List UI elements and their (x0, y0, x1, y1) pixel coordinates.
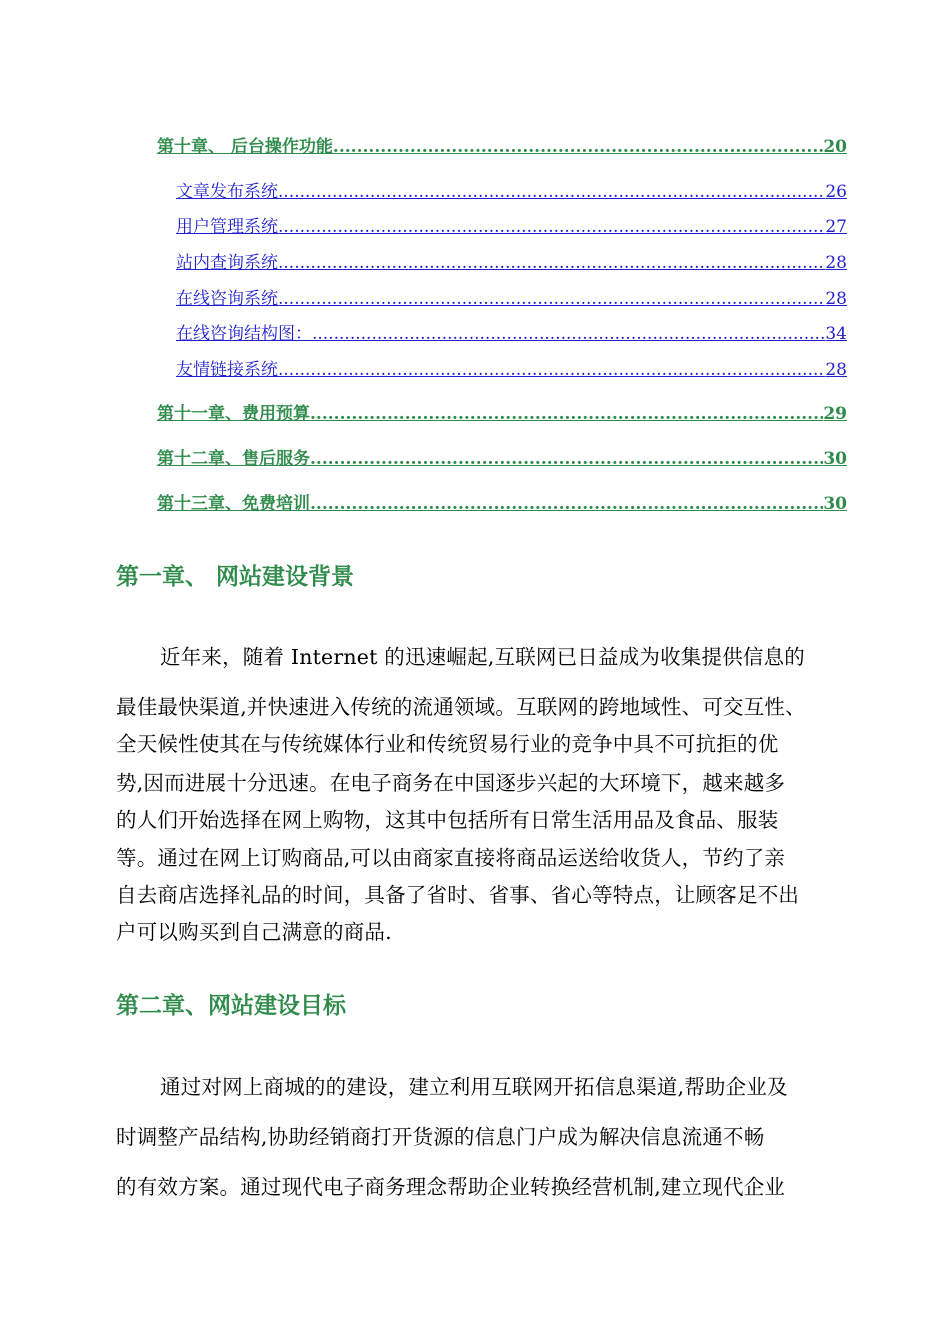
toc-page-number: 34 (825, 324, 847, 344)
toc-label: 在线咨询结构图： (176, 324, 312, 344)
toc-label: 文章发布系统 (176, 182, 278, 202)
toc-page-number: 29 (823, 404, 847, 424)
toc-leader-dots (278, 253, 825, 273)
toc-entry-section[interactable] (176, 248, 847, 273)
toc-leader-dots (278, 217, 825, 237)
toc-entry-section[interactable] (176, 355, 847, 380)
chapter-2-heading: 第二章、网站建设目标 (116, 993, 346, 1019)
chapter-1-paragraph-line: 自去商店选择礼品的时间，具备了省时、省事、省心等特点，让顾客足不出 (116, 883, 800, 907)
chapter-1-paragraph-line: 近年来，随着 Internet 的迅速崛起,互联网已日益成为收集提供信息的 (160, 645, 805, 669)
toc-label: 友情链接系统 (176, 360, 278, 380)
toc-page-number: 27 (825, 217, 847, 237)
toc-entry-chapter-11[interactable] (157, 399, 847, 424)
toc-leader-dots (333, 137, 823, 157)
toc-leader-dots (310, 494, 823, 514)
chapter-1-paragraph-line: 等。通过在网上订购商品,可以由商家直接将商品运送给收货人，节约了亲 (116, 846, 786, 870)
toc-leader-dots (278, 182, 825, 202)
toc-entry-chapter-10[interactable] (157, 132, 847, 157)
chapter-1-paragraph-line: 最佳最快渠道,并快速进入传统的流通领域。互联网的跨地域性、可交互性、 (116, 695, 806, 719)
toc-label: 站内查询系统 (176, 253, 278, 273)
toc-label: 第十章、 后台操作功能 (157, 137, 333, 157)
toc-page-number: 20 (823, 137, 847, 157)
toc-entry-section[interactable] (176, 284, 847, 309)
chapter-2-paragraph-line: 时调整产品结构,协助经销商打开货源的信息门户成为解决信息流通不畅 (116, 1125, 765, 1149)
toc-entry-section[interactable] (176, 319, 847, 344)
toc-leader-dots (278, 289, 825, 309)
toc-label: 第十一章、费用预算 (157, 404, 310, 424)
toc-label: 第十二章、售后服务 (157, 449, 310, 469)
toc-leader-dots (278, 360, 825, 380)
chapter-1-paragraph-line: 全天候性使其在与传统媒体行业和传统贸易行业的竞争中具不可抗拒的优 (116, 732, 779, 756)
toc-entry-chapter-13[interactable] (157, 489, 847, 514)
chapter-1-paragraph-line: 户可以购买到自己满意的商品. (116, 920, 392, 944)
chapter-2-paragraph-line: 通过对网上商城的的建设，建立利用互联网开拓信息渠道,帮助企业及 (160, 1075, 788, 1099)
toc-leader-dots (312, 324, 825, 344)
chapter-1-paragraph-line: 的人们开始选择在网上购物，这其中包括所有日常生活用品及食品、服装 (116, 808, 779, 832)
toc-label: 第十三章、免费培训 (157, 494, 310, 514)
chapter-1-paragraph-line: 势,因而进展十分迅速。在电子商务在中国逐步兴起的大环境下，越来越多 (116, 771, 786, 795)
chapter-2-paragraph-line: 的有效方案。通过现代电子商务理念帮助企业转换经营机制,建立现代企业 (116, 1175, 786, 1199)
chapter-1-heading: 第一章、 网站建设背景 (116, 564, 355, 590)
toc-entry-chapter-12[interactable] (157, 444, 847, 469)
toc-label: 用户管理系统 (176, 217, 278, 237)
toc-page-number: 30 (823, 449, 847, 469)
toc-page-number: 30 (823, 494, 847, 514)
toc-entry-section[interactable] (176, 212, 847, 237)
toc-leader-dots (310, 404, 823, 424)
toc-leader-dots (310, 449, 823, 469)
toc-page-number: 28 (825, 253, 847, 273)
toc-label: 在线咨询系统 (176, 289, 278, 309)
toc-page-number: 28 (825, 360, 847, 380)
toc-page-number: 26 (825, 182, 847, 202)
toc-entry-section[interactable] (176, 177, 847, 202)
toc-page-number: 28 (825, 289, 847, 309)
